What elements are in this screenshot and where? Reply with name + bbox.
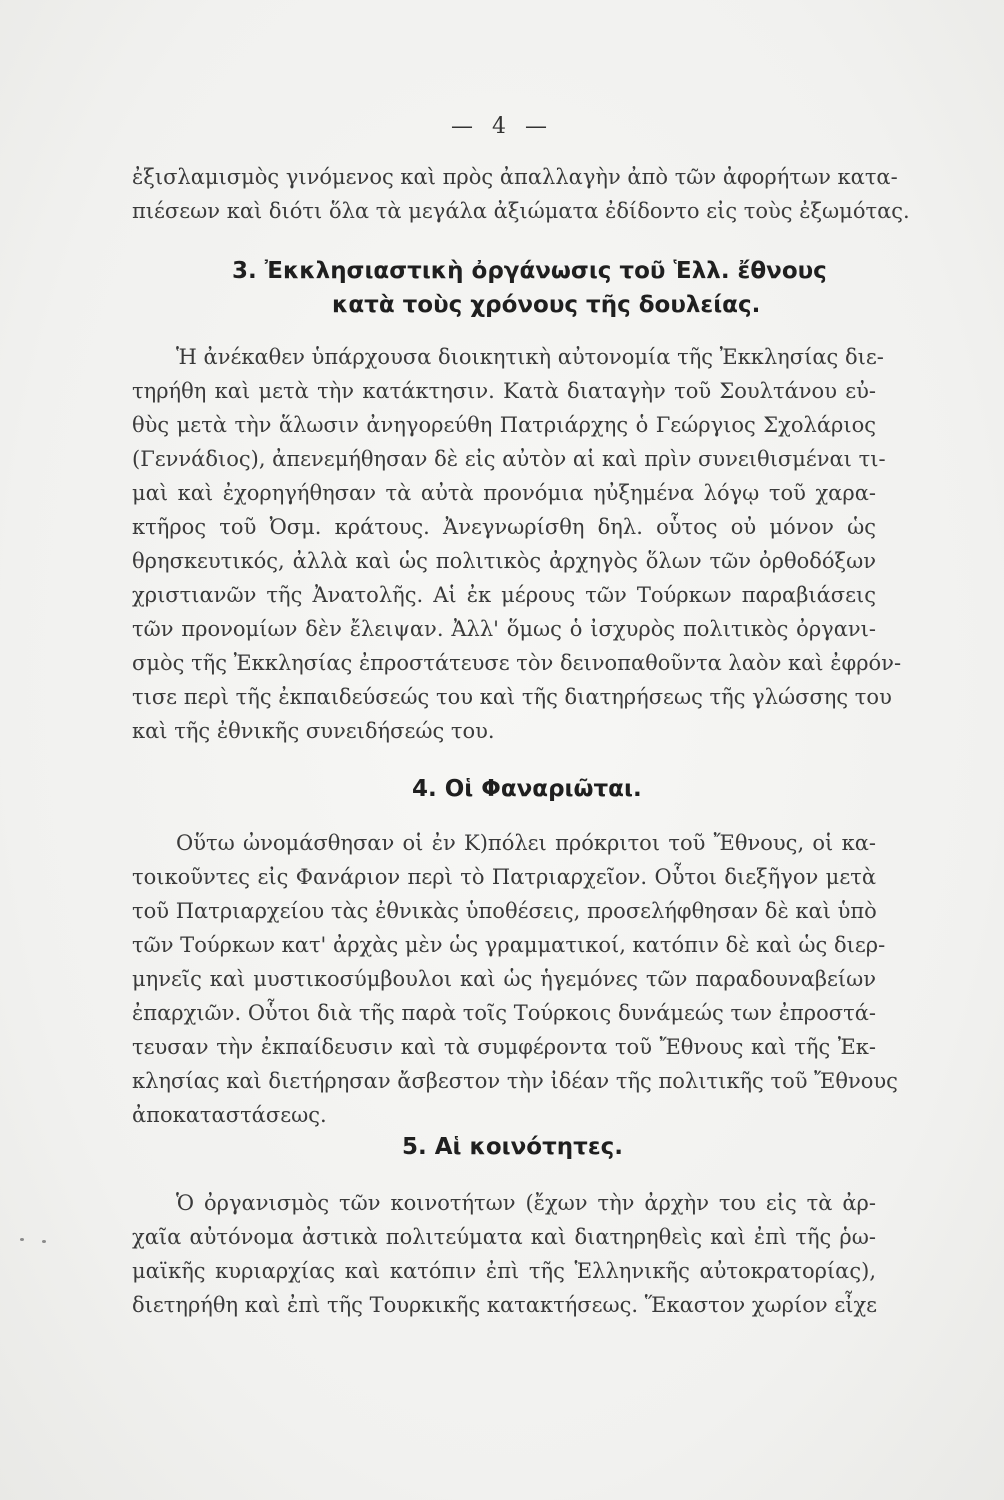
text-line: καὶ τῆς ἐθνικῆς συνειδήσεώς του. [132, 719, 495, 743]
print-speck [20, 1238, 24, 1241]
print-speck [42, 1240, 46, 1243]
text-line: ἐπαρχιῶν. Οὗτοι διὰ τῆς παρὰ τοῖς Τούρκοις δυνάμεώς των ἐπροστά- [132, 1001, 876, 1025]
text-line: ἐξισλαμισμὸς γινόμενος καὶ πρὸς ἀπαλλαγὴν ἀπὸ τῶν ἀφορήτων κατα- [132, 165, 898, 189]
text-line: τοῦ Πατριαρχείου τὰς ἐθνικὰς ὑποθέσεις, προσελήφθησαν δὲ καὶ ὑπὸ [132, 899, 877, 923]
section-4-heading: 4. Οἱ Φαναριῶται. [412, 776, 642, 802]
section-4-paragraph [132, 826, 898, 1132]
text-line: ἀποκαταστάσεως. [132, 1103, 327, 1127]
text-line: Ἡ ἀνέκαθεν ὑπάρχουσα διοικητικὴ αὐτονομία τῆς Ἐκκλησίας διε- [176, 345, 884, 369]
section-5-heading: 5. Αἱ κοινότητες. [402, 1134, 623, 1160]
section-5-paragraph [132, 1186, 876, 1322]
text-line: (Γεννάδιος), ἀπενεμήθησαν δὲ εἰς αὐτὸν αἱ καὶ πρὶν συνειθισμέναι τι- [132, 447, 886, 471]
text-line: τευσαν τὴν ἐκπαίδευσιν καὶ τὰ συμφέροντα τοῦ Ἔθνους καὶ τῆς Ἐκ- [132, 1035, 876, 1059]
section-3-heading-line-1: 3. Ἐκκλησιαστικὴ ὀργάνωσις τοῦ Ἑλλ. ἔθνους [232, 258, 827, 284]
text-line: θρησκευτικός, ἀλλὰ καὶ ὡς πολιτικὸς ἀρχηγὸς ὅλων τῶν ὀρθοδόξων [132, 549, 876, 573]
text-line: τισε περὶ τῆς ἐκπαιδεύσεώς του καὶ τῆς διατηρήσεως τῆς γλώσσης του [132, 685, 892, 709]
text-line: κτῆρος τοῦ Ὀσμ. κράτους. Ἀνεγνωρίσθη δηλ. οὗτος οὐ μόνον ὡς [132, 515, 876, 539]
text-line: πιέσεων καὶ διότι ὅλα τὰ μεγάλα ἀξιώματα ἐδίδοντο εἰς τοὺς ἐξωμότας. [132, 199, 910, 223]
page-number: — 4 — [451, 114, 553, 139]
text-line: τοικοῦντες εἰς Φανάριον περὶ τὸ Πατριαρχεῖον. Οὗτοι διεξῆγον μετὰ [132, 865, 876, 889]
text-line: μαὶ καὶ ἐχορηγήθησαν τὰ αὐτὰ προνόμια ηὐξημένα λόγῳ τοῦ χαρα- [132, 481, 876, 505]
text-line: χαῖα αὐτόνομα ἀστικὰ πολιτεύματα καὶ διατηρηθεὶς καὶ ἐπὶ τῆς ῥω- [132, 1225, 876, 1249]
text-line: Οὕτω ὠνομάσθησαν οἱ ἐν Κ)πόλει πρόκριτοι τοῦ Ἔθνους, οἱ κα- [176, 831, 876, 855]
text-line: Ὁ ὀργανισμὸς τῶν κοινοτήτων (ἔχων τὴν ἀρχὴν του εἰς τὰ ἀρ- [176, 1191, 876, 1215]
text-line: χριστιανῶν τῆς Ἀνατολῆς. Αἱ ἐκ μέρους τῶν Τούρκων παραβιάσεις [132, 583, 876, 607]
text-line: μαϊκῆς κυριαρχίας καὶ κατόπιν ἐπὶ τῆς Ἑλληνικῆς αὐτοκρατορίας), [132, 1259, 876, 1283]
section-3-heading-line-2: κατὰ τοὺς χρόνους τῆς δουλείας. [332, 292, 761, 318]
text-line: κλησίας καὶ διετήρησαν ἄσβεστον τὴν ἰδέαν τῆς πολιτικῆς τοῦ Ἔθνους [132, 1069, 898, 1093]
text-line: τηρήθη καὶ μετὰ τὴν κατάκτησιν. Κατὰ διαταγὴν τοῦ Σουλτάνου εὐ- [132, 379, 876, 403]
text-line: μηνεῖς καὶ μυστικοσύμβουλοι καὶ ὡς ἡγεμόνες τῶν παραδουναβείων [132, 967, 876, 991]
text-line: σμὸς τῆς Ἐκκλησίας ἐπροστάτευσε τὸν δεινοπαθοῦντα λαὸν καὶ ἐφρόν- [132, 651, 902, 675]
text-line: διετηρήθη καὶ ἐπὶ τῆς Τουρκικῆς κατακτήσεως. Ἕκαστον χωρίον εἶχε [132, 1293, 878, 1317]
text-line: τῶν προνομίων δὲν ἔλειψαν. Ἀλλ' ὅμως ὁ ἰσχυρὸς πολιτικὸς ὀργανι- [132, 617, 876, 641]
section-3-paragraph [132, 340, 902, 748]
text-line: θὺς μετὰ τὴν ἅλωσιν ἀνηγορεύθη Πατριάρχης ὁ Γεώργιος Σχολάριος [132, 413, 876, 437]
text-line: τῶν Τούρκων κατ' ἀρχὰς μὲν ὡς γραμματικοί, κατόπιν δὲ καὶ ὡς διερ- [132, 933, 886, 957]
intro-paragraph [132, 160, 910, 228]
